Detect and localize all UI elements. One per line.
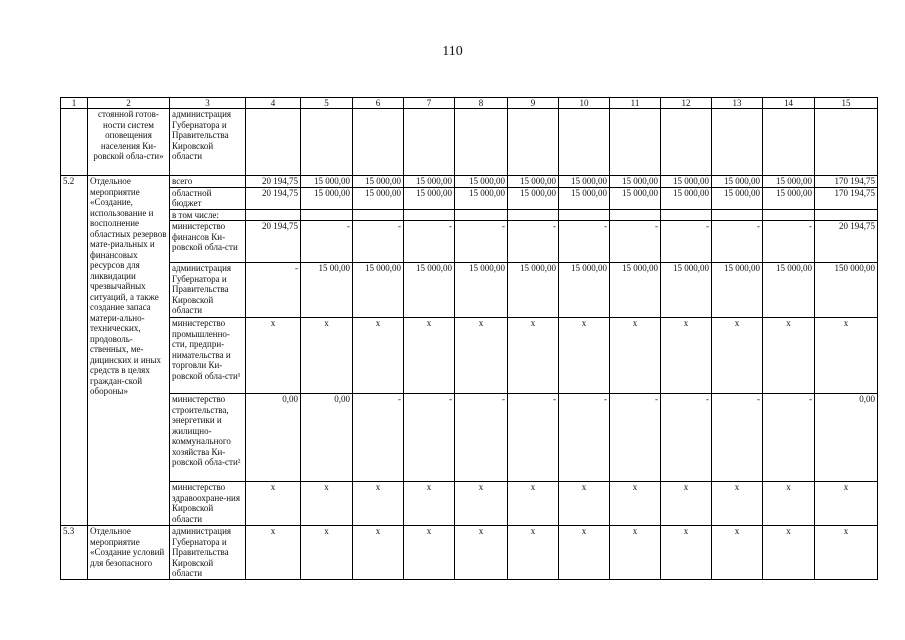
s53-admin-value: x <box>455 526 508 580</box>
admin-value: 150 000,00 <box>815 263 878 318</box>
finance-value: - <box>763 221 815 263</box>
s53-admin-value: x <box>763 526 815 580</box>
row-ministry-health <box>61 482 878 526</box>
row-admin-label: администрация Губернатора и Правительства Кировской области <box>170 263 246 318</box>
page-number: 110 <box>442 44 463 59</box>
s53-admin-value: x <box>508 526 559 580</box>
budget-value: 15 000,00 <box>301 187 353 209</box>
industry-value: x <box>455 318 508 394</box>
finance-value: - <box>508 221 559 263</box>
total-value: 20 194,75 <box>246 176 301 188</box>
health-value: x <box>712 482 763 526</box>
header-col-1: 1 <box>61 98 88 109</box>
finance-value: - <box>559 221 610 263</box>
construction-value: 0,00 <box>246 394 301 482</box>
s53-admin-value: x <box>610 526 661 580</box>
section-5-3-number: 5.3 <box>61 526 88 580</box>
header-col-14: 14 <box>763 98 815 109</box>
row-health-label: министерство здравоохране-ния Кировской области <box>170 482 246 526</box>
construction-value: - <box>404 394 455 482</box>
header-col-8: 8 <box>455 98 508 109</box>
row-total-label: всего <box>170 176 246 188</box>
finance-value: - <box>455 221 508 263</box>
row-administration <box>61 263 878 318</box>
section-5-3-description: Отдельное мероприятие «Создание условий для безопасного <box>88 526 170 580</box>
health-value: x <box>763 482 815 526</box>
budget-value: 15 000,00 <box>763 187 815 209</box>
admin-value: 15 000,00 <box>610 263 661 318</box>
finance-value: - <box>610 221 661 263</box>
budget-value: 15 000,00 <box>559 187 610 209</box>
construction-value: - <box>559 394 610 482</box>
industry-value: x <box>353 318 404 394</box>
admin-value: 15 000,00 <box>661 263 712 318</box>
industry-value: x <box>301 318 353 394</box>
budget-value: 170 194,75 <box>815 187 878 209</box>
continuation-row <box>61 109 878 176</box>
admin-value: 15 000,00 <box>763 263 815 318</box>
header-col-13: 13 <box>712 98 763 109</box>
section-5-3-executor: администрация Губернатора и Правительства Кировской области <box>170 526 246 580</box>
construction-value: - <box>610 394 661 482</box>
finance-value: - <box>712 221 763 263</box>
row-section-5-3 <box>61 526 878 580</box>
total-value: 15 000,00 <box>353 176 404 188</box>
construction-value: 0,00 <box>815 394 878 482</box>
budget-value: 20 194,75 <box>246 187 301 209</box>
admin-value: 15 000,00 <box>508 263 559 318</box>
header-row <box>61 98 878 109</box>
row-regional-budget <box>61 187 878 209</box>
header-col-4: 4 <box>246 98 301 109</box>
admin-value: 15 000,00 <box>455 263 508 318</box>
construction-value: 0,00 <box>301 394 353 482</box>
construction-value: - <box>712 394 763 482</box>
health-value: x <box>246 482 301 526</box>
industry-value: x <box>610 318 661 394</box>
finance-value: 20 194,75 <box>815 221 878 263</box>
total-value: 170 194,75 <box>815 176 878 188</box>
budget-value: 15 000,00 <box>610 187 661 209</box>
construction-value: - <box>508 394 559 482</box>
industry-value: x <box>815 318 878 394</box>
s53-admin-value: x <box>301 526 353 580</box>
health-value: x <box>404 482 455 526</box>
finance-value: - <box>404 221 455 263</box>
industry-value: x <box>404 318 455 394</box>
admin-value: 15 000,00 <box>712 263 763 318</box>
finance-value: - <box>353 221 404 263</box>
header-col-2: 2 <box>88 98 170 109</box>
row-total <box>61 176 878 188</box>
construction-value: - <box>661 394 712 482</box>
row-budget-label: областной бюджет <box>170 187 246 209</box>
industry-value: x <box>508 318 559 394</box>
health-value: x <box>455 482 508 526</box>
industry-value: x <box>559 318 610 394</box>
budget-value: 15 000,00 <box>508 187 559 209</box>
row-construction-label: министерство строительства, энергетики и жилищно-коммунального хозяйства Ки-ровской обла-сти² <box>170 394 246 482</box>
s53-admin-value: x <box>404 526 455 580</box>
total-value: 15 000,00 <box>455 176 508 188</box>
header-col-12: 12 <box>661 98 712 109</box>
construction-value: - <box>455 394 508 482</box>
budget-value: 15 000,00 <box>353 187 404 209</box>
continuation-description: стоянной готов-ности систем оповещения населения Ки-ровской обла-сти» <box>88 109 170 176</box>
section-5-2-number: 5.2 <box>61 176 88 526</box>
health-value: x <box>353 482 404 526</box>
construction-value: - <box>763 394 815 482</box>
s53-admin-value: x <box>815 526 878 580</box>
row-including <box>61 209 878 221</box>
industry-value: x <box>763 318 815 394</box>
budget-value: 15 000,00 <box>661 187 712 209</box>
budget-value: 15 000,00 <box>712 187 763 209</box>
s53-admin-value: x <box>661 526 712 580</box>
budget-value: 15 000,00 <box>455 187 508 209</box>
row-industry-label: министерство промышленно-сти, предпри-нимательства и торговли Ки-ровской обла-сти¹ <box>170 318 246 394</box>
health-value: x <box>508 482 559 526</box>
s53-admin-value: x <box>559 526 610 580</box>
header-col-9: 9 <box>508 98 559 109</box>
finance-value: - <box>661 221 712 263</box>
budget-value: 15 000,00 <box>404 187 455 209</box>
health-value: x <box>661 482 712 526</box>
header-col-3: 3 <box>170 98 246 109</box>
total-value: 15 000,00 <box>763 176 815 188</box>
section-5-2-description: Отдельное мероприятие «Создание, использование и восполнение областных резервов мате-риальных и финансовых ресурсов для ликвидации чрезвычайных ситуаций, а также создание запаса матери-ально-технических, продоволь-ственных, ме-дицинских и иных средств в целях граждан-ской обороны» <box>88 176 170 526</box>
admin-value: 15 00,00 <box>301 263 353 318</box>
header-col-5: 5 <box>301 98 353 109</box>
industry-value: x <box>661 318 712 394</box>
total-value: 15 000,00 <box>712 176 763 188</box>
s53-admin-value: x <box>712 526 763 580</box>
s53-admin-value: x <box>353 526 404 580</box>
industry-value: x <box>246 318 301 394</box>
continuation-number-cell <box>61 109 88 176</box>
admin-value: 15 000,00 <box>559 263 610 318</box>
admin-value: 15 000,00 <box>404 263 455 318</box>
s53-admin-value: x <box>246 526 301 580</box>
total-value: 15 000,00 <box>301 176 353 188</box>
row-ministry-industry <box>61 318 878 394</box>
finance-value: - <box>301 221 353 263</box>
row-finance-label: министерство финансов Ки-ровской обла-сти <box>170 221 246 263</box>
total-value: 15 000,00 <box>508 176 559 188</box>
row-including-label: в том числе: <box>170 209 246 221</box>
health-value: x <box>301 482 353 526</box>
header-col-10: 10 <box>559 98 610 109</box>
header-col-15: 15 <box>815 98 878 109</box>
health-value: x <box>559 482 610 526</box>
construction-value: - <box>353 394 404 482</box>
admin-value: 15 000,00 <box>353 263 404 318</box>
row-ministry-construction <box>61 394 878 482</box>
total-value: 15 000,00 <box>559 176 610 188</box>
total-value: 15 000,00 <box>610 176 661 188</box>
budget-table <box>60 97 878 580</box>
health-value: x <box>610 482 661 526</box>
continuation-executor: администрация Губернатора и Правительства Кировской области <box>170 109 246 176</box>
header-col-11: 11 <box>610 98 661 109</box>
header-col-6: 6 <box>353 98 404 109</box>
total-value: 15 000,00 <box>661 176 712 188</box>
total-value: 15 000,00 <box>404 176 455 188</box>
health-value: x <box>815 482 878 526</box>
header-col-7: 7 <box>404 98 455 109</box>
admin-value: - <box>246 263 301 318</box>
industry-value: x <box>712 318 763 394</box>
finance-value: 20 194,75 <box>246 221 301 263</box>
row-ministry-finance <box>61 221 878 263</box>
